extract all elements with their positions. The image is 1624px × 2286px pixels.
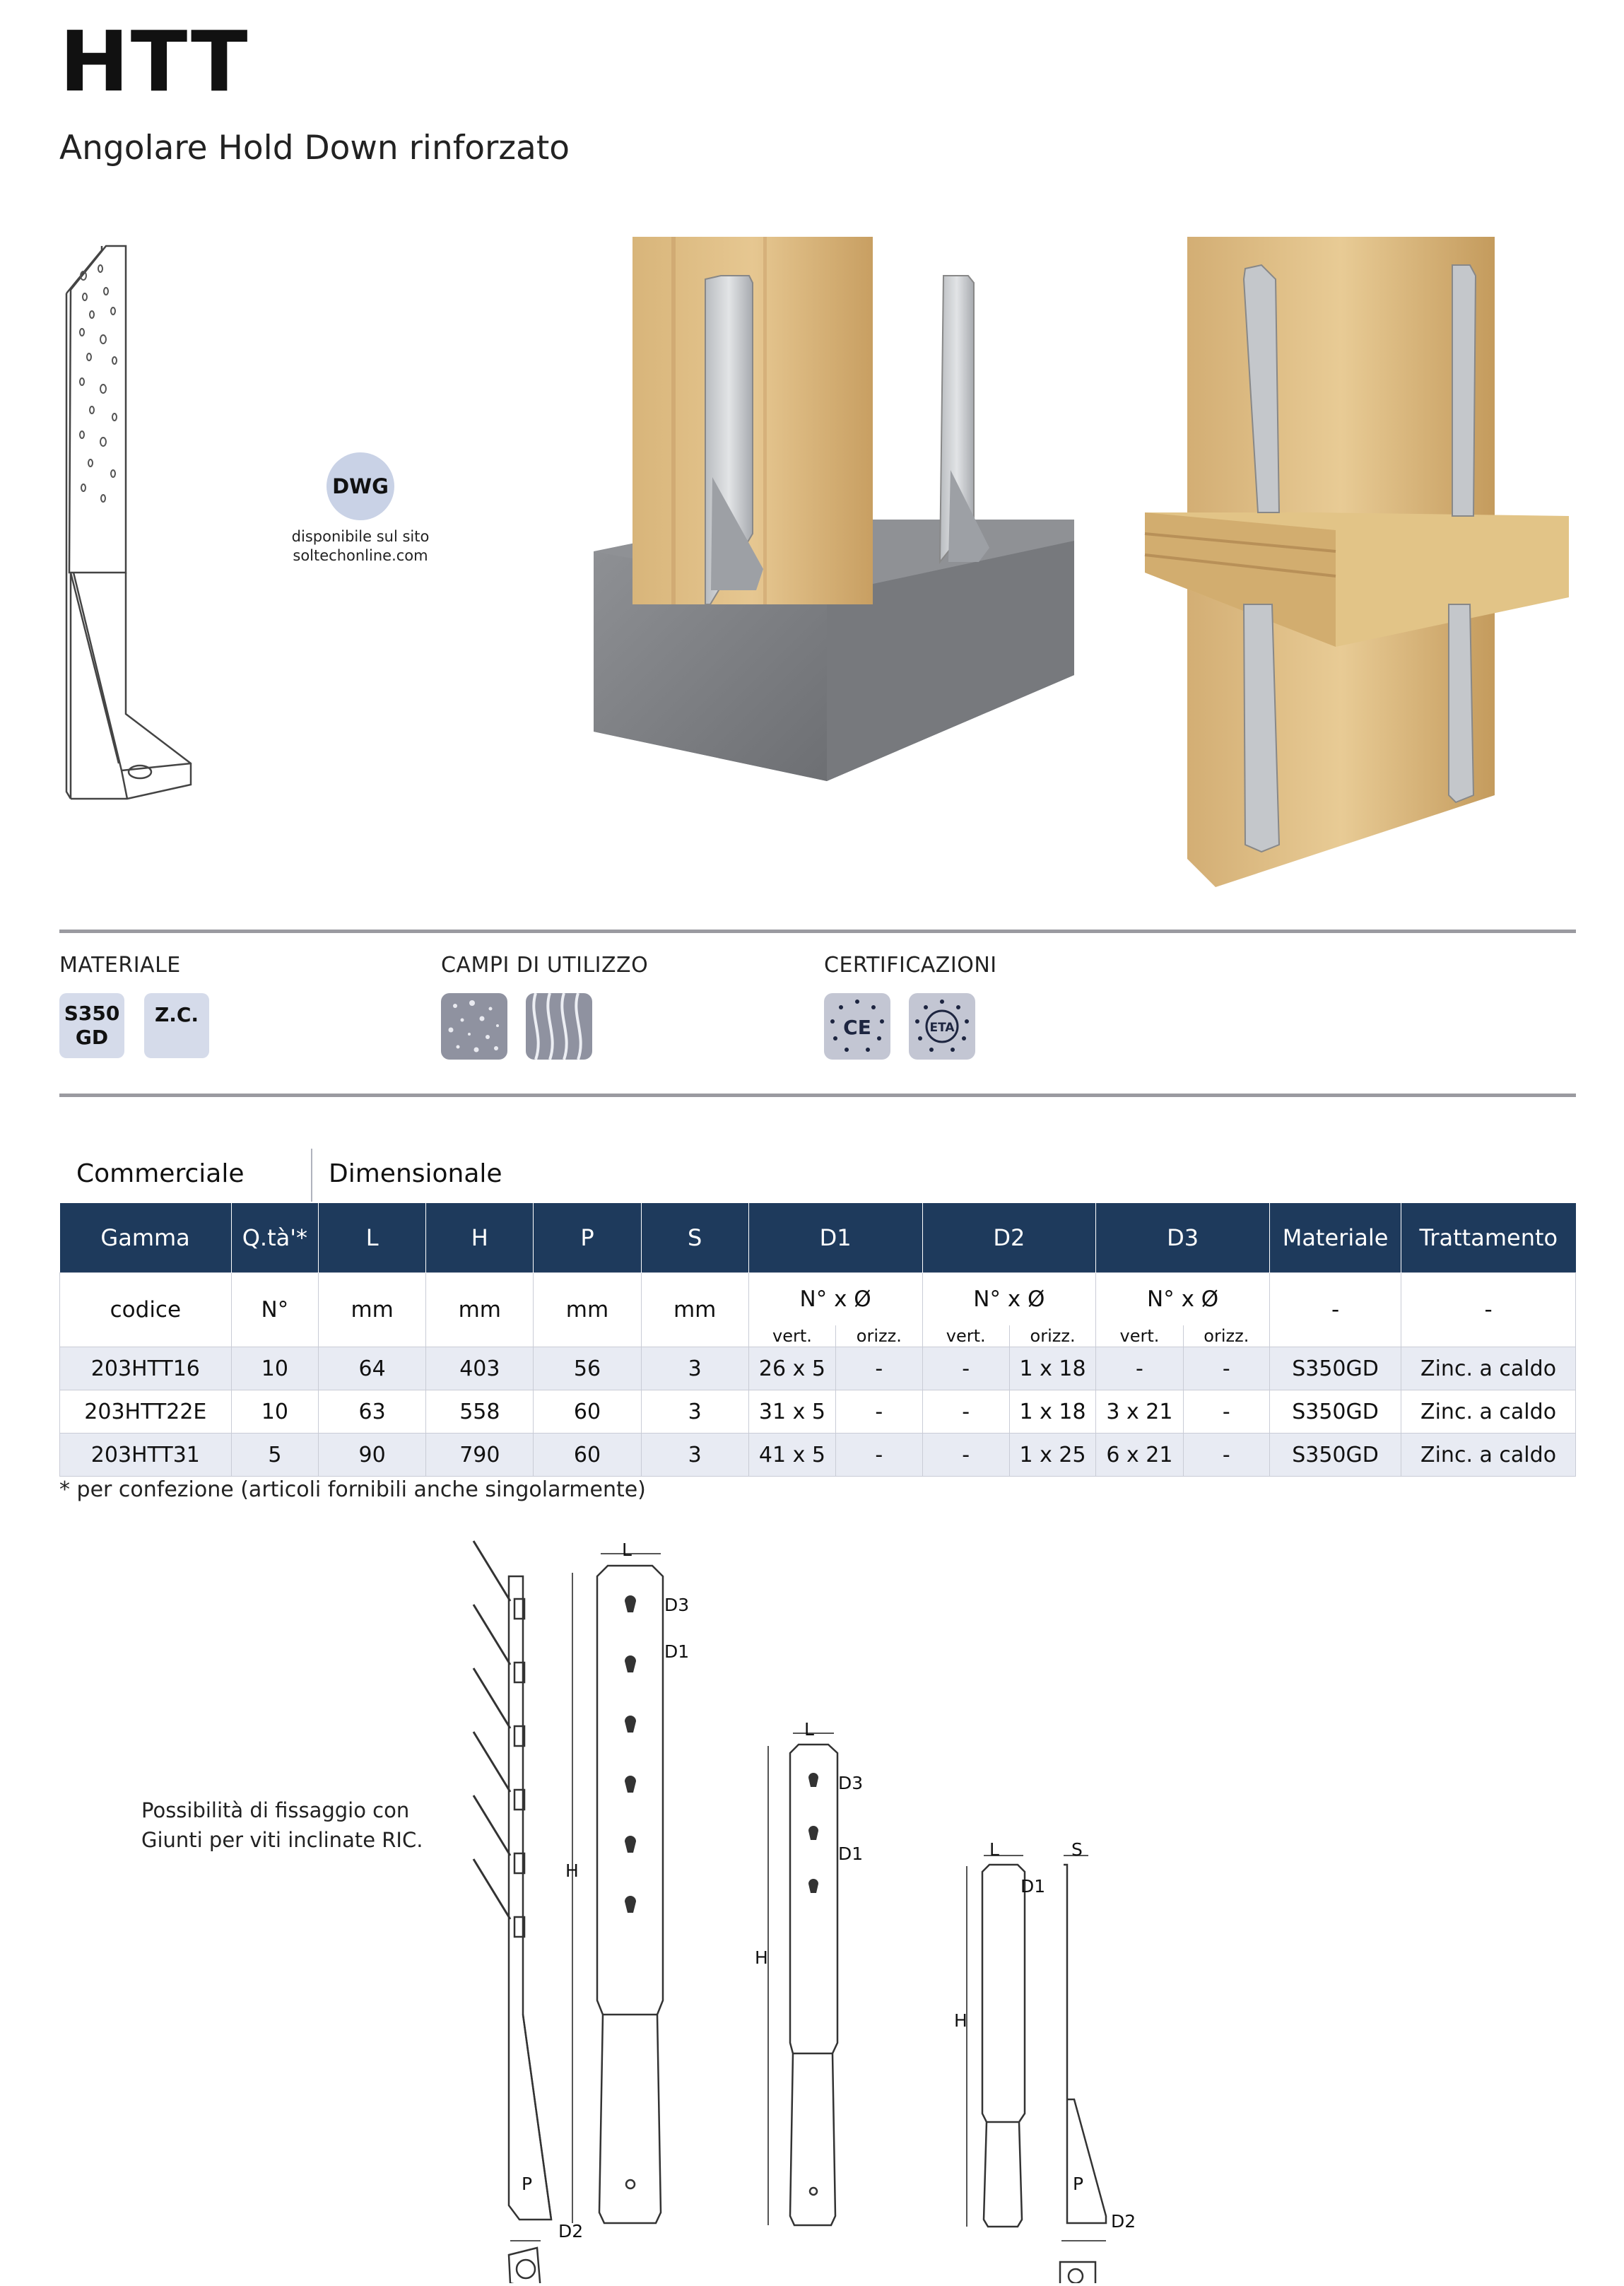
cell-codice: 203HTT22E: [60, 1390, 232, 1434]
table-header-row: [60, 1203, 1576, 1273]
fixing-note-line1: Possibilità di fissaggio con: [141, 1798, 410, 1822]
dim-label-l-1: L: [622, 1540, 632, 1560]
dim-label-h-1: H: [565, 1860, 579, 1881]
unit-d2: N° x Ø: [922, 1273, 1096, 1326]
th-materiale: Materiale: [1270, 1203, 1401, 1273]
table-footnote: * per confezione (articoli fornibili anche singolarmente): [59, 1477, 646, 1502]
cell-d3-orizz: -: [1183, 1347, 1269, 1390]
product-outline-drawing: [57, 240, 205, 827]
material-chip-zc-label: Z.C.: [154, 1003, 199, 1026]
fixing-note: [141, 1795, 423, 1855]
cell-d3-orizz: -: [1183, 1434, 1269, 1477]
dim-label-s-3: S: [1071, 1839, 1083, 1860]
unit-codice: codice: [60, 1273, 232, 1347]
sub-d1-vert: vert.: [748, 1325, 835, 1347]
th-d1: D1: [748, 1203, 922, 1273]
cell-s: 3: [641, 1347, 748, 1390]
render-column-through-slab: [1131, 237, 1583, 887]
cell-d1-orizz: -: [836, 1347, 922, 1390]
technical-drawings: [452, 1534, 1187, 2283]
specs-table: [59, 1203, 1576, 1477]
cell-d1-vert: 26 x 5: [748, 1347, 835, 1390]
cell-d2-vert: -: [922, 1347, 1009, 1390]
sub-d2-orizz: orizz.: [1009, 1325, 1095, 1347]
cell-trattamento: Zinc. a caldo: [1401, 1390, 1576, 1434]
concrete-icon: [441, 993, 507, 1060]
sub-d3-orizz: orizz.: [1183, 1325, 1269, 1347]
cell-d1-vert: 41 x 5: [748, 1434, 835, 1477]
cell-p: 60: [534, 1390, 641, 1434]
cell-l: 90: [319, 1434, 426, 1477]
cell-p: 56: [534, 1347, 641, 1390]
dim-label-d3-1: D3: [664, 1595, 690, 1615]
dim-label-d2-3: D2: [1111, 2211, 1136, 2232]
dim-label-h-3: H: [954, 2010, 967, 2031]
certificazioni-label: CERTIFICAZIONI: [824, 953, 997, 978]
fixing-note-line2: Giunti per viti inclinate RIC.: [141, 1828, 423, 1852]
sub-d1-orizz: orizz.: [836, 1325, 922, 1347]
cell-d2-vert: -: [922, 1390, 1009, 1434]
cell-materiale: S350GD: [1270, 1347, 1401, 1390]
material-chip-line1: S350: [64, 1002, 120, 1025]
th-h: H: [426, 1203, 534, 1273]
group-commerciale: Commerciale: [76, 1159, 245, 1188]
cell-codice: 203HTT31: [60, 1434, 232, 1477]
page-title: HTT: [59, 13, 249, 110]
unit-d1: N° x Ø: [748, 1273, 922, 1326]
sub-d3-vert: vert.: [1096, 1325, 1183, 1347]
unit-trattamento: -: [1401, 1273, 1576, 1347]
cell-materiale: S350GD: [1270, 1390, 1401, 1434]
dim-label-d1-2: D1: [838, 1844, 864, 1864]
group-dimensionale: Dimensionale: [329, 1159, 502, 1188]
cell-l: 64: [319, 1347, 426, 1390]
unit-p: mm: [534, 1273, 641, 1347]
unit-materiale: -: [1270, 1273, 1401, 1347]
cell-h: 403: [426, 1347, 534, 1390]
cell-trattamento: Zinc. a caldo: [1401, 1434, 1576, 1477]
cell-trattamento: Zinc. a caldo: [1401, 1347, 1576, 1390]
materiale-label: MATERIALE: [59, 953, 181, 978]
cell-d1-orizz: -: [836, 1390, 922, 1434]
cell-d3-vert: -: [1096, 1347, 1183, 1390]
unit-d3: N° x Ø: [1096, 1273, 1270, 1326]
cell-p: 60: [534, 1434, 641, 1477]
render-column-on-concrete: [587, 237, 1095, 802]
material-chip-s350gd: [59, 993, 124, 1058]
cell-d2-vert: -: [922, 1434, 1009, 1477]
eta-mark-icon: [909, 993, 975, 1060]
cell-d3-orizz: -: [1183, 1390, 1269, 1434]
dim-label-h-2: H: [755, 1947, 768, 1968]
th-qta: Q.tà'*: [231, 1203, 318, 1273]
dim-label-p-1: P: [522, 2174, 533, 2194]
dim-label-d1-3: D1: [1020, 1876, 1046, 1897]
cell-h: 790: [426, 1434, 534, 1477]
th-p: P: [534, 1203, 641, 1273]
material-chip-line2: GD: [75, 1026, 109, 1049]
th-d2: D2: [922, 1203, 1096, 1273]
table-row: [60, 1434, 1576, 1477]
dwg-availability-note: [276, 527, 445, 565]
campi-label: CAMPI DI UTILIZZO: [441, 953, 649, 978]
cell-codice: 203HTT16: [60, 1347, 232, 1390]
table-units-row: [60, 1273, 1576, 1326]
svg-text:ETA: ETA: [929, 1021, 955, 1035]
cell-d1-vert: 31 x 5: [748, 1390, 835, 1434]
dwg-note-line2: soltechonline.com: [293, 547, 428, 564]
page-subtitle: Angolare Hold Down rinforzato: [59, 129, 570, 168]
th-gamma: Gamma: [60, 1203, 232, 1273]
dwg-note-line1: disponibile sul sito: [291, 528, 430, 545]
table-row: [60, 1347, 1576, 1390]
cell-d3-vert: 6 x 21: [1096, 1434, 1183, 1477]
unit-s: mm: [641, 1273, 748, 1347]
unit-l: mm: [319, 1273, 426, 1347]
divider-bottom: [59, 1094, 1576, 1097]
th-s: S: [641, 1203, 748, 1273]
cell-d2-orizz: 1 x 18: [1009, 1390, 1095, 1434]
cell-materiale: S350GD: [1270, 1434, 1401, 1477]
cell-s: 3: [641, 1390, 748, 1434]
unit-h: mm: [426, 1273, 534, 1347]
cell-s: 3: [641, 1434, 748, 1477]
wood-grain-icon: [526, 993, 592, 1060]
dim-label-l-2: L: [804, 1719, 814, 1740]
dim-label-d3-2: D3: [838, 1773, 864, 1793]
group-separator: [311, 1149, 312, 1202]
dim-label-p-3: P: [1073, 2174, 1084, 2194]
svg-text:CE: CE: [843, 1016, 871, 1039]
table-row: [60, 1390, 1576, 1434]
cell-qta: 10: [231, 1390, 318, 1434]
dwg-badge[interactable]: DWG: [326, 452, 394, 520]
cell-d3-vert: 3 x 21: [1096, 1390, 1183, 1434]
ce-mark-icon: [824, 993, 890, 1060]
cell-qta: 10: [231, 1347, 318, 1390]
cell-l: 63: [319, 1390, 426, 1434]
divider-top: [59, 930, 1576, 933]
cell-d2-orizz: 1 x 18: [1009, 1347, 1095, 1390]
material-chip-zc: [144, 993, 209, 1058]
dim-label-l-3: L: [989, 1839, 999, 1860]
sub-d2-vert: vert.: [922, 1325, 1009, 1347]
dim-label-d2-1: D2: [558, 2221, 584, 2241]
unit-n: N°: [231, 1273, 318, 1347]
cell-d2-orizz: 1 x 25: [1009, 1434, 1095, 1477]
cell-d1-orizz: -: [836, 1434, 922, 1477]
cell-h: 558: [426, 1390, 534, 1434]
th-l: L: [319, 1203, 426, 1273]
cell-qta: 5: [231, 1434, 318, 1477]
dim-label-d1-1: D1: [664, 1641, 690, 1662]
th-trattamento: Trattamento: [1401, 1203, 1576, 1273]
th-d3: D3: [1096, 1203, 1270, 1273]
